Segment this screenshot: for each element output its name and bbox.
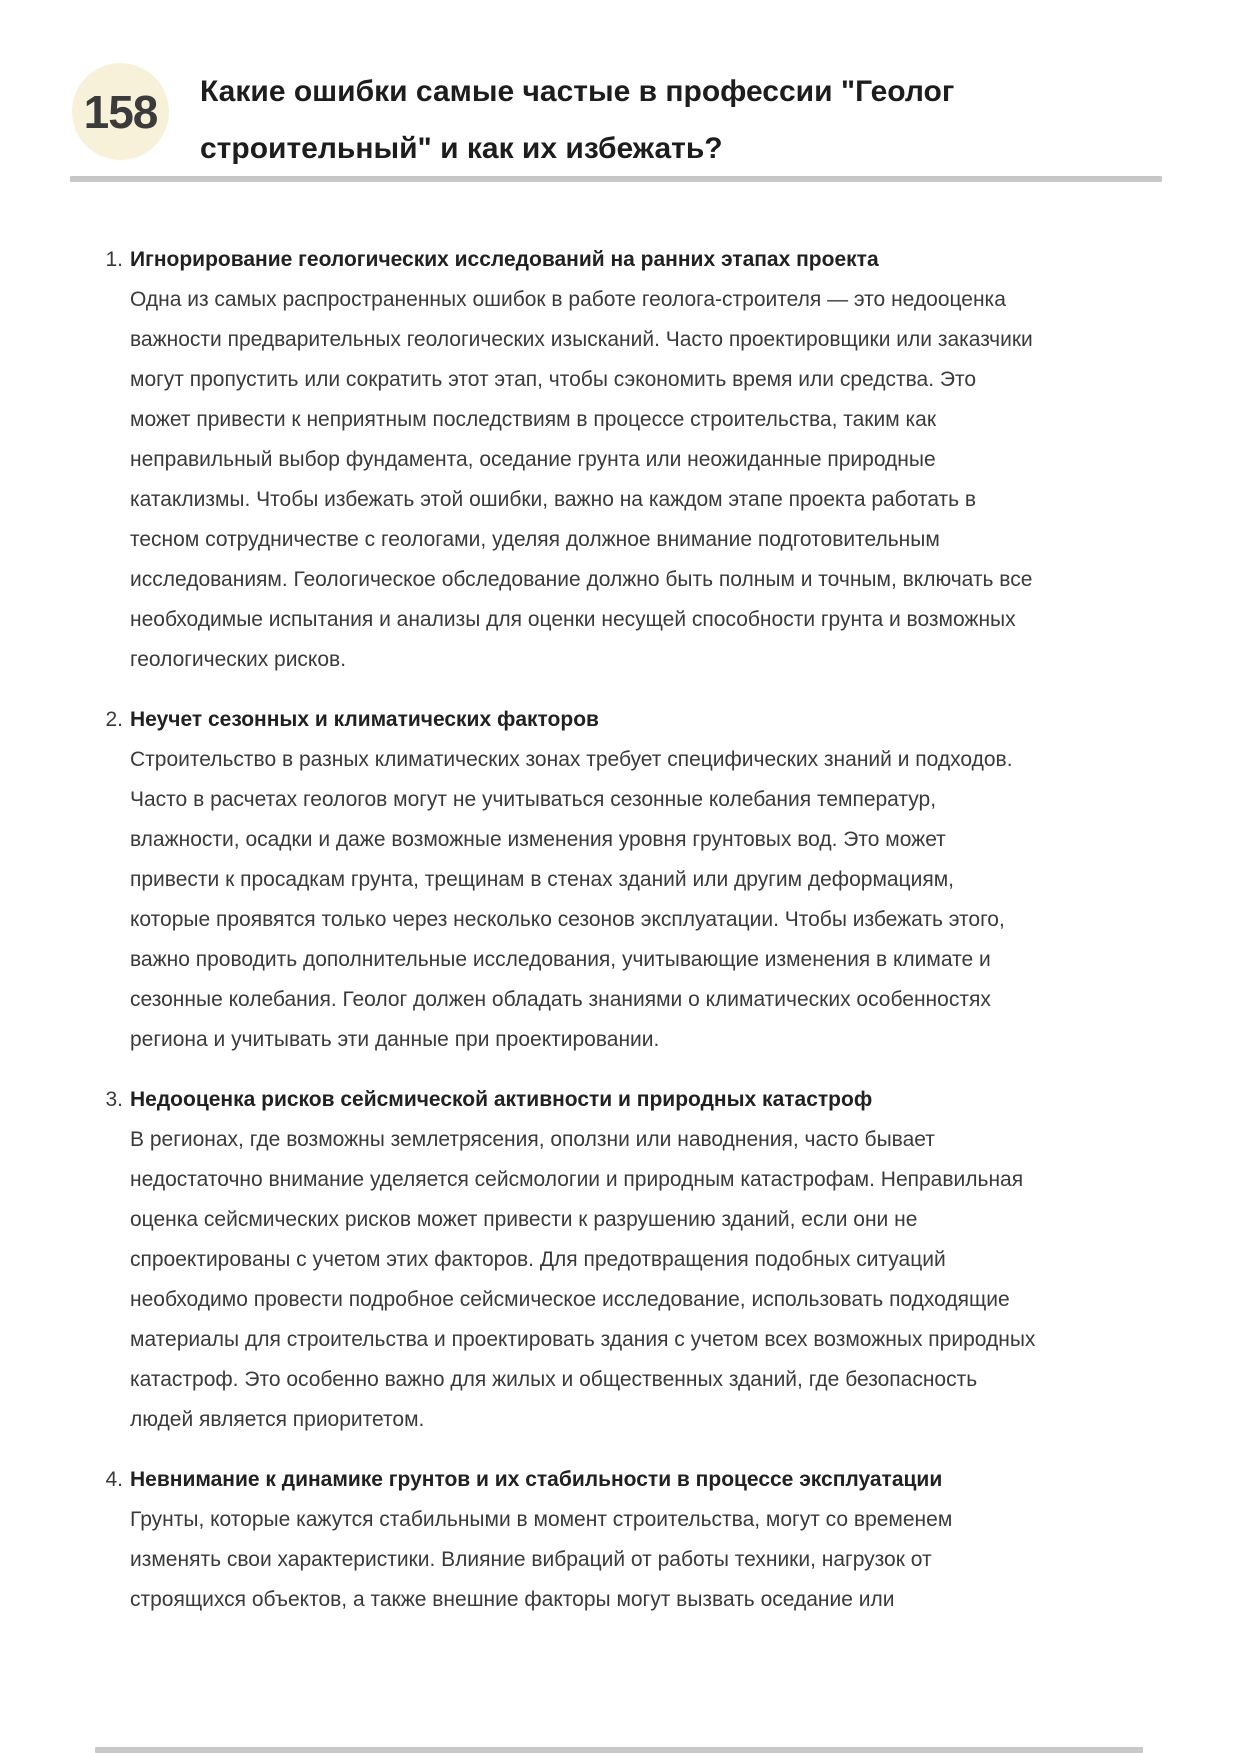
question-header (72, 58, 1045, 177)
list-item-content (130, 1080, 1037, 1440)
list-item-number: 3. (105, 1088, 123, 1111)
title-divider (70, 176, 1162, 182)
list-item-4 (97, 1460, 1042, 1620)
list-item-heading: Игнорирование геологических исследований на ранних этапах проекта (130, 248, 879, 271)
list-item-body: Строительство в разных климатических зонах требует специфических знаний и подходов. Часто в расчетах геологов могут не учитываться сезонные колебания температур, влажности, осадки и даже возможные изменения уровня грунтовых вод. Это может привести к просадкам грунта, трещинам в стенах зданий или другим деформациям, которые проявятся только через несколько сезонов эксплуатации. Чтобы избежать этого, важно проводить дополнительные исследования, учитывающие изменения в климате и сезонные колебания. Геолог должен обладать знаниями о климатических особенностях региона и учитывать эти данные при проектировании. (130, 748, 1013, 1051)
list-item-3 (97, 1080, 1042, 1440)
list-item-content (130, 1460, 1037, 1620)
list-item-number: 4. (105, 1468, 123, 1491)
list-item-2 (97, 700, 1042, 1060)
list-item-content (130, 700, 1037, 1060)
list-item-body: Одна из самых распространенных ошибок в работе геолога-строителя — это недооценка важности предварительных геологических изысканий. Часто проектировщики или заказчики могут пропустить или сократить этот этап, чтобы сэкономить время или средства. Это может привести к неприятным последствиям в процессе строительства, таким как неправильный выбор фундамента, оседание грунта или неожиданные природные катаклизмы. Чтобы избежать этой ошибки, важно на каждом этапе проекта работать в тесном сотрудничестве с геологами, уделяя должное внимание подготовительным исследованиям. Геологическое обследование должно быть полным и точным, включать все необходимые испытания и анализы для оценки несущей способности грунта и возможных геологических рисков. (130, 288, 1033, 671)
list-item-heading: Недооценка рисков сейсмической активности и природных катастроф (130, 1088, 873, 1111)
next-item-divider (95, 1747, 1143, 1753)
list-item-heading: Невнимание к динамике грунтов и их стабильности в процессе эксплуатации (130, 1468, 943, 1491)
list-item-body: Грунты, которые кажутся стабильными в момент строительства, могут со временем изменять свои характеристики. Влияние вибраций от работы техники, нагрузок от строящихся объектов, а также внешние факторы могут вызвать оседание или (130, 1508, 953, 1611)
list-item-content (130, 240, 1037, 680)
page-title: Какие ошибки самые частые в профессии "Геолог строительный" и как их избежать? (200, 75, 955, 165)
list-item-number: 1. (105, 248, 123, 271)
question-number-badge (72, 63, 169, 160)
list-item-1 (97, 240, 1042, 680)
mistakes-list (97, 240, 1042, 1640)
list-item-body: В регионах, где возможны землетрясения, оползни или наводнения, часто бывает недостаточно внимание уделяется сейсмологии и природным катастрофам. Неправильная оценка сейсмических рисков может привести к разрушению зданий, если они не спроектированы с учетом этих факторов. Для предотвращения подобных ситуаций необходимо провести подробное сейсмическое исследование, использовать подходящие материалы для строительства и проектировать здания с учетом всех возможных природных катастроф. Это особенно важно для жилых и общественных зданий, где безопасность людей является приоритетом. (130, 1128, 1036, 1431)
question-number: 158 (83, 85, 158, 138)
list-item-number: 2. (105, 708, 123, 731)
list-item-heading: Неучет сезонных и климатических факторов (130, 708, 599, 731)
